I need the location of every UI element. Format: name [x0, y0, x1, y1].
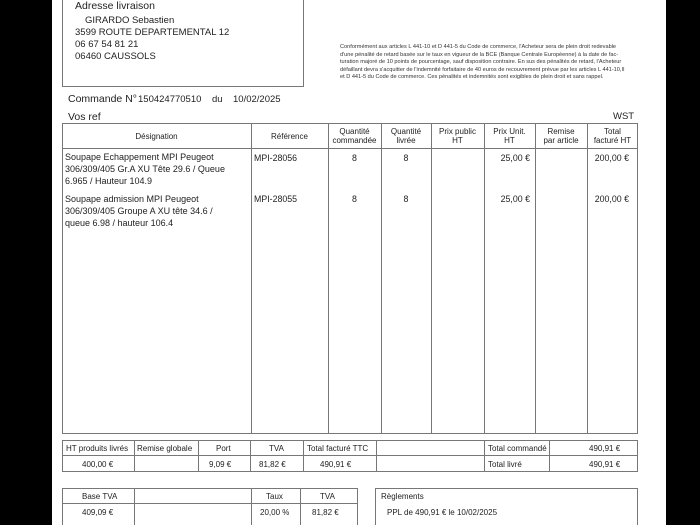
designation-line: Soupape admission MPI Peugeot	[65, 194, 199, 204]
header-qty-ordered-1: Quantité	[339, 127, 370, 136]
header-divider	[62, 148, 638, 149]
column-divider	[381, 123, 382, 434]
header-reference: Référence	[271, 132, 308, 141]
order-date: 10/02/2025	[233, 94, 281, 105]
header-total-1: Total	[604, 127, 621, 136]
delivery-heading: Adresse livraison	[75, 0, 155, 12]
designation-line: 306/309/405 Gr.A XU Tête 29.6 / Queue	[65, 164, 225, 175]
port-value: 9,09 €	[209, 460, 232, 469]
header-discount-1: Remise	[547, 127, 575, 136]
header-total-2: facturé HT	[593, 136, 632, 145]
designation-line: Soupape Echappement MPI Peugeot	[65, 152, 214, 162]
invoice-page	[52, 0, 666, 525]
column-divider	[431, 123, 432, 434]
header-qty-delivered-1: Quantité	[390, 127, 422, 136]
vos-ref-label: Vos ref	[68, 111, 101, 123]
payment-line: PPL de 490,91 € le 10/02/2025	[387, 508, 498, 517]
legal-notice	[340, 44, 662, 82]
column-divider	[484, 123, 485, 434]
vat-base-label: Base TVA	[82, 492, 118, 501]
designation-line: 306/309/405 Groupe A XU tête 34.6 /	[65, 206, 213, 217]
total-livre-value: 490,91 €	[589, 460, 621, 469]
row-total: 200,00 €	[594, 194, 629, 204]
table-row-designation	[65, 151, 249, 188]
legal-line: et D 441-5 du Code de commerce. Ces pénalités et indemnités sont exigibles de plein droit et sans rappel.	[340, 74, 604, 81]
legal-line: Conformément aux articles L 441-10 et D 441-5 du Code de commerce, l'Acheteur sera de plein droit redevable	[340, 44, 617, 50]
wst-label: WST	[613, 111, 635, 122]
header-qty-delivered-2: livrée	[396, 136, 416, 145]
vat-rate-label: Taux	[266, 492, 283, 501]
column-divider	[328, 123, 329, 434]
totals-column-divider	[484, 440, 485, 472]
header-qty-ordered-2: commandée	[332, 136, 377, 145]
row-qty-delivered: 8	[403, 194, 409, 204]
row-unit-price: 25,00 €	[500, 153, 530, 163]
delivery-address-box	[62, 0, 304, 87]
delivery-phone: 06 67 54 81 21	[75, 39, 139, 50]
row-unit-price: 25,00 €	[500, 194, 530, 204]
totals-column-divider	[303, 440, 304, 472]
row-qty-delivered: 8	[403, 153, 409, 163]
totals-divider	[62, 455, 638, 456]
table-row-designation	[65, 193, 249, 230]
legal-line: turation majoré de 10 points de pourcentage, sauf disposition contraire. En sus des pénalités de retard, l'Acheteur	[340, 59, 622, 66]
vat-amount-label: TVA	[320, 492, 335, 501]
order-du: du	[212, 94, 223, 105]
delivery-street: 3599 ROUTE DEPARTEMENTAL 12	[75, 27, 230, 38]
header-unit-price-1: Prix Unit.	[493, 127, 526, 136]
vat-base-value: 409,09 €	[82, 508, 114, 517]
ht-label: HT produits livrés	[66, 444, 129, 453]
tva-label: TVA	[269, 444, 284, 453]
total-commande-label: Total commandé	[488, 444, 547, 453]
order-label: Commande N°	[68, 93, 137, 105]
header-public-price-2: HT	[452, 136, 463, 145]
totals-column-divider	[198, 440, 199, 472]
vat-amount-value: 81,82 €	[312, 508, 339, 517]
totals-column-divider	[250, 440, 251, 472]
order-number: 150424770510	[138, 94, 202, 105]
designation-line: queue 6.98 / hauteur 106.4	[65, 218, 174, 229]
ttc-label: Total facturé TTC	[307, 444, 369, 453]
ht-value: 400,00 €	[82, 460, 114, 469]
header-discount-2: par article	[543, 136, 579, 145]
port-label: Port	[216, 444, 231, 453]
total-commande-value: 490,91 €	[589, 444, 621, 453]
column-divider	[251, 123, 252, 434]
vat-column-divider	[300, 488, 301, 525]
header-public-price-1: Prix public	[439, 127, 476, 136]
legal-line: défaillant devra s'acquitter de l'indemnité forfaitaire de 40 euros de recouvrement prévue par les articles L 441-10,II	[340, 66, 625, 73]
row-qty-ordered: 8	[352, 194, 357, 204]
total-livre-label: Total livré	[488, 460, 522, 469]
header-designation: Désignation	[135, 132, 178, 141]
column-divider	[587, 123, 588, 434]
totals-column-divider	[376, 440, 377, 472]
legal-line: d'une pénalité de retard basée sur le taux en vigueur de la BCE (Banque Centrale Européenne) à la date de fac-	[340, 51, 619, 58]
designation-line: 6.965 / Hauteur 104.9	[65, 176, 153, 187]
ttc-value: 490,91 €	[320, 460, 352, 469]
vat-column-divider	[134, 488, 135, 525]
row-qty-ordered: 8	[352, 153, 357, 163]
vat-column-divider	[251, 488, 252, 525]
delivery-city: 06460 CAUSSOLS	[75, 51, 156, 62]
totals-column-divider	[549, 440, 550, 472]
totals-column-divider	[134, 440, 135, 472]
delivery-name: GIRARDO Sebastien	[85, 15, 175, 26]
row-total: 200,00 €	[594, 153, 629, 163]
tva-value: 81,82 €	[259, 460, 286, 469]
remise-label: Remise globale	[137, 444, 193, 453]
row-reference: MPI-28056	[254, 153, 298, 163]
row-reference: MPI-28055	[254, 194, 298, 204]
column-divider	[535, 123, 536, 434]
payments-label: Règlements	[381, 492, 424, 501]
vat-rate-value: 20,00 %	[260, 508, 290, 517]
vat-divider	[62, 503, 358, 504]
header-unit-price-2: HT	[504, 136, 515, 145]
